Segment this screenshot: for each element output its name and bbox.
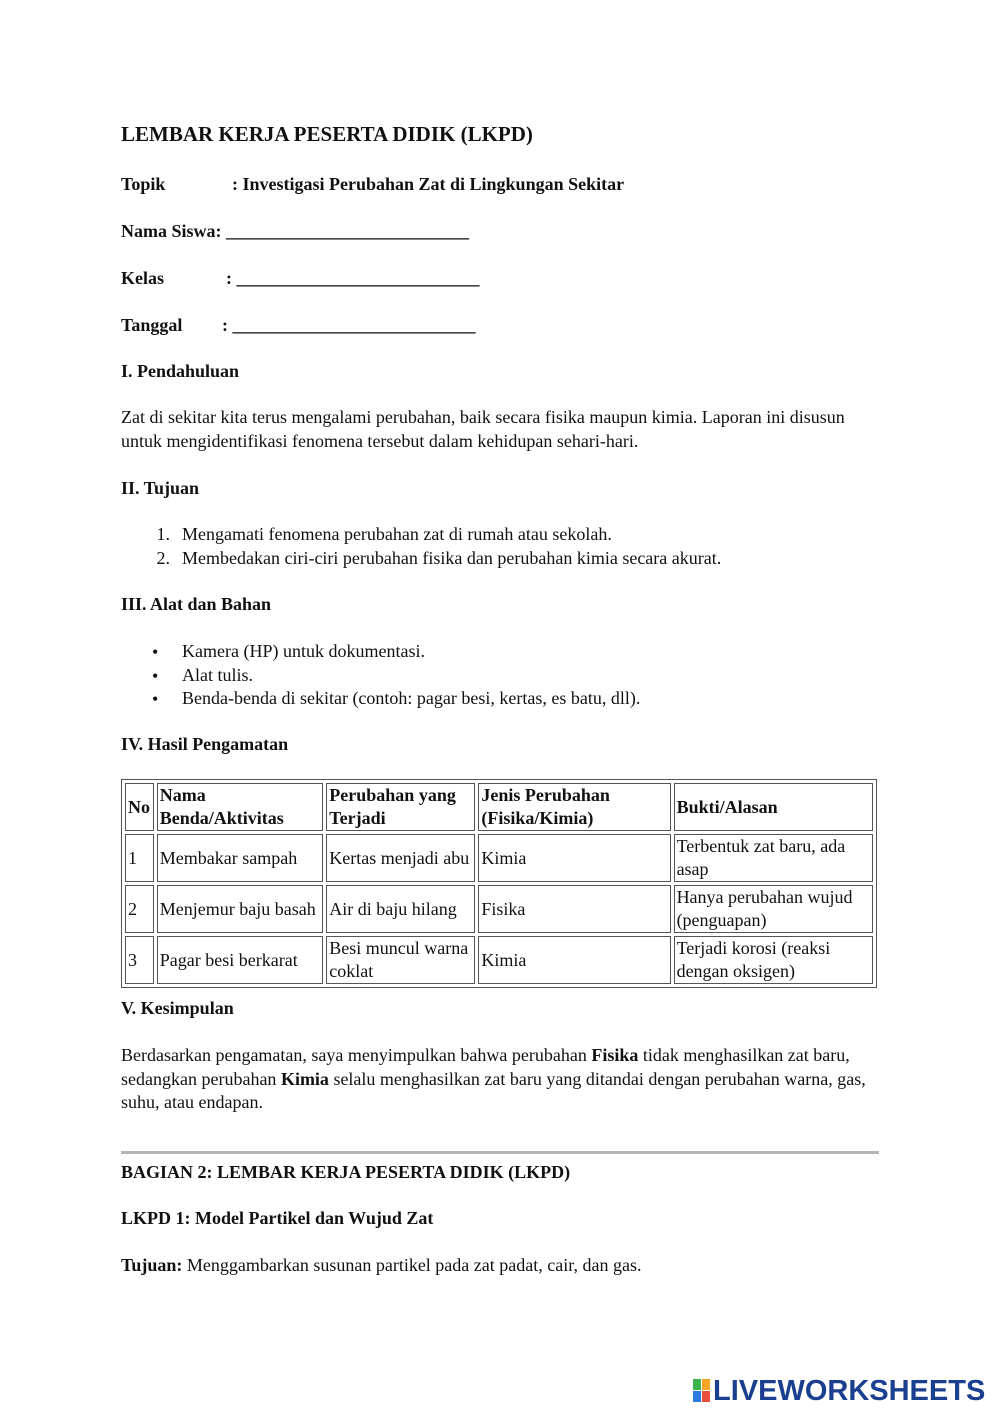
bullet-icon: • [152,665,159,686]
observation-table [121,779,877,988]
table-row [125,936,873,984]
table-cell: Kimia [478,834,670,882]
kelas-field[interactable]: : ___________________________ [226,268,480,288]
pendahuluan-text: Zat di sekitar kita terus mengalami perubahan, baik secara fisika maupun kimia. Laporan ini disusun untuk mengidentifikasi fenomena tersebut dalam kehidupan sehari-hari. [121,407,845,451]
bagian2-tujuan-text: Menggambarkan susunan partikel pada zat padat, cair, dan gas. [182,1255,642,1275]
list-item-text: Membedakan ciri-ciri perubahan fisika dan perubahan kimia secara akurat. [182,547,722,568]
nama-siswa-label: Nama Siswa: [121,221,222,241]
list-item-text: Mengamati fenomena perubahan zat di rumah atau sekolah. [182,524,612,544]
kelas-label: Kelas [121,268,164,288]
bagian2-heading: BAGIAN 2: LEMBAR KERJA PESERTA DIDIK (LKPD) [121,1162,571,1182]
table-cell: Terjadi korosi (reaksi dengan oksigen) [674,936,873,984]
liveworksheets-logo-icon [693,1379,711,1403]
topik-label: Topik [121,174,166,194]
pendahuluan-heading: I. Pendahuluan [121,361,240,381]
table-cell: Hanya perubahan wujud (penguapan) [674,885,873,933]
kesimpulan-bold-fisika: Fisika [591,1045,639,1065]
table-cell: Kertas menjadi abu [326,834,475,882]
kesimpulan-text [121,1044,871,1115]
kesimpulan-part1: Berdasarkan pengamatan, saya menyimpulkan bahwa perubahan [121,1045,592,1065]
liveworksheets-logo[interactable] [693,1376,985,1406]
nama-siswa-blank[interactable]: ___________________________ [226,221,470,241]
tujuan-heading: II. Tujuan [121,478,200,498]
table-cell: Membakar sampah [157,834,324,882]
header-no: No [125,783,154,831]
table-row [125,834,873,882]
lkpd1-heading: LKPD 1: Model Partikel dan Wujud Zat [121,1208,434,1228]
list-item [150,687,640,711]
table-cell: Besi muncul warna coklat [326,936,475,984]
tanggal-label: Tanggal [121,315,183,335]
hasil-heading: IV. Hasil Pengamatan [121,734,289,754]
list-item-text: Benda-benda di sekitar (contoh: pagar besi, kertas, es batu, dll). [182,688,641,708]
list-marker: 1. [156,524,170,544]
table-cell: 2 [125,885,154,933]
kesimpulan-part3: selalu menghasilkan zat baru yang ditandai dengan perubahan warna, gas, suhu, atau endapan. [121,1068,866,1112]
kesimpulan-bold-kimia: Kimia [280,1068,329,1089]
kesimpulan-part2: tidak menghasilkan zat baru, sedangkan perubahan [121,1045,850,1089]
header-jenis: Jenis Perubahan (Fisika/Kimia) [478,783,670,831]
list-item-text: Kamera (HP) untuk dokumentasi. [182,641,425,661]
list-item [150,640,640,664]
table-header-row [125,783,873,831]
list-item [150,664,640,688]
header-nama: Nama Benda/Aktivitas [157,783,324,831]
list-item [150,523,721,547]
table-cell: Fisika [478,885,670,933]
list-marker: 2. [156,547,170,568]
page-title: LEMBAR KERJA PESERTA DIDIK (LKPD) [121,122,533,146]
alat-heading: III. Alat dan Bahan [121,594,272,614]
tanggal-field[interactable]: : ___________________________ [222,315,476,335]
header-perubahan: Perubahan yang Terjadi [326,783,475,831]
table-cell: 3 [125,936,154,984]
table-cell: Kimia [478,936,670,984]
list-item-text: Alat tulis. [182,664,253,685]
table-cell: Air di baju hilang [326,885,475,933]
liveworksheets-logo-text: LIVEWORKSHEETS [713,1374,986,1407]
table-row [125,885,873,933]
tujuan-list [150,523,721,570]
horizontal-divider [121,1151,879,1154]
nama-siswa-field[interactable] [121,221,469,242]
table-cell: Menjemur baju basah [157,885,324,933]
kesimpulan-heading: V. Kesimpulan [121,998,234,1018]
bullet-icon: • [152,642,159,662]
bagian2-tujuan [121,1255,641,1276]
alat-list [150,640,640,711]
header-bukti: Bukti/Alasan [674,783,873,831]
table-cell: 1 [125,834,154,882]
list-item [150,547,721,571]
bullet-icon: • [152,689,159,709]
table-cell: Terbentuk zat baru, ada asap [674,834,873,882]
topik-value: : Investigasi Perubahan Zat di Lingkungan Sekitar [232,174,625,194]
bagian2-tujuan-label: Tujuan: [121,1255,183,1275]
table-cell: Pagar besi berkarat [157,936,324,984]
